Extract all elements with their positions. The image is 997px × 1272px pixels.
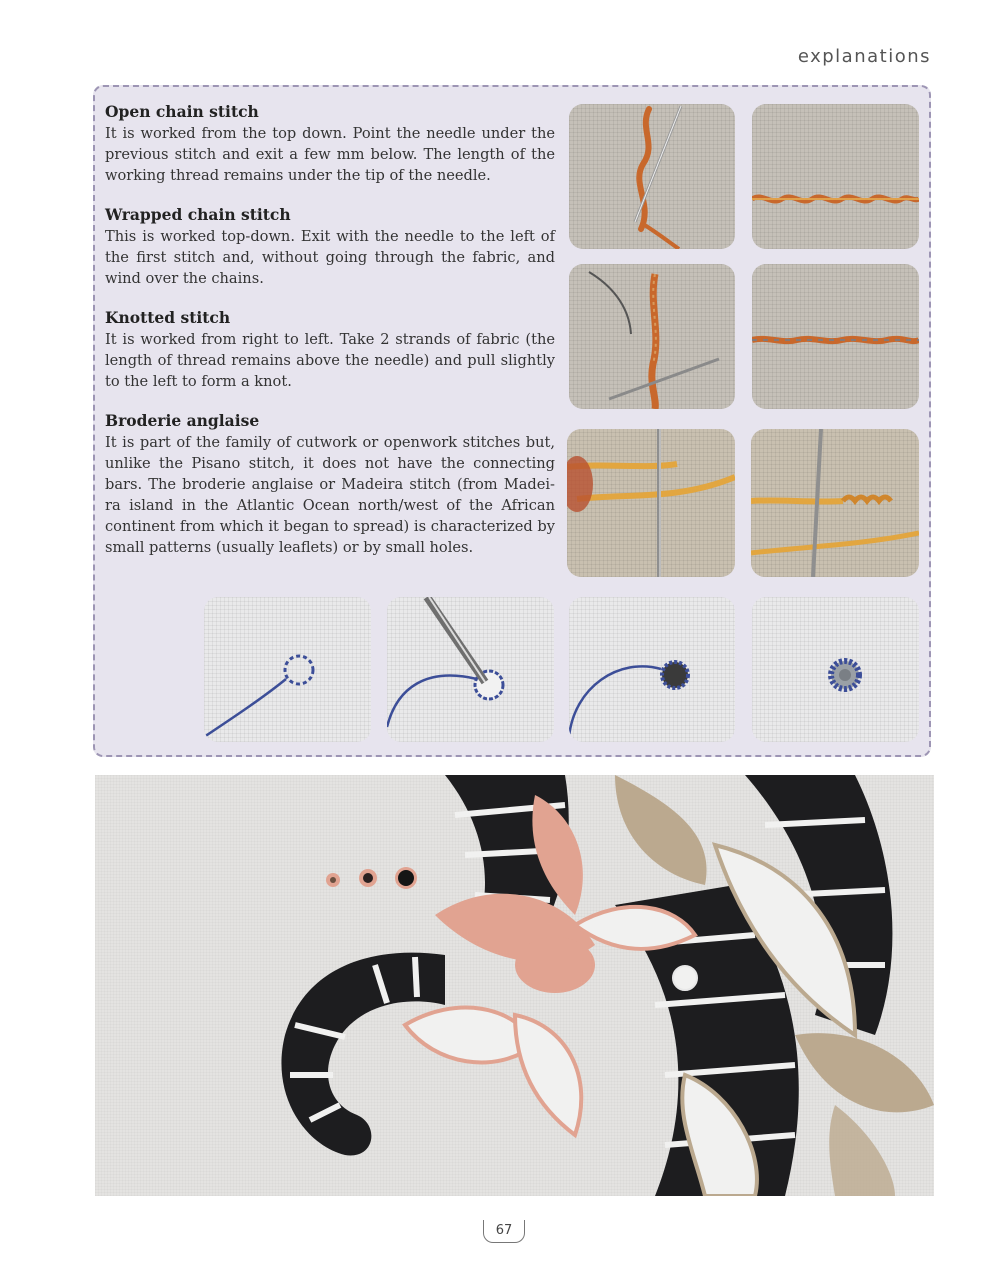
photo-knotted-step bbox=[567, 429, 735, 577]
section-body: It is worked from right to left. Take 2 strands of fabric (the length of thread remains above the needle) and pull slightly to the left to form a knot. bbox=[105, 331, 555, 390]
photo-eyelet-step-1 bbox=[204, 597, 371, 742]
photo-knotted-result bbox=[751, 429, 919, 577]
photo-cutwork-embroidery bbox=[95, 775, 934, 1196]
section-title: Wrapped chain stitch bbox=[105, 205, 291, 224]
photo-open-chain-result bbox=[752, 104, 919, 249]
photo-wrapped-chain-step bbox=[569, 264, 735, 409]
page-number: 67 bbox=[483, 1220, 525, 1243]
section-open-chain-stitch bbox=[105, 102, 555, 186]
section-broderie-anglaise bbox=[105, 411, 555, 558]
section-body: This is worked top-down. Exit with the needle to the left of the first stitch and, without going through the fabric, and wind over the chains. bbox=[105, 228, 555, 287]
section-title: Broderie anglaise bbox=[105, 411, 260, 430]
section-body: It is worked from the top down. Point the needle under the previous stitch and exit a few mm below. The length of the working thread remains under the tip of the needle. bbox=[105, 125, 555, 184]
section-title: Knotted stitch bbox=[105, 308, 231, 327]
photo-eyelet-finished bbox=[752, 597, 919, 742]
photo-open-chain-step bbox=[569, 104, 735, 249]
section-title: Open chain stitch bbox=[105, 102, 259, 121]
photo-wrapped-chain-result bbox=[752, 264, 919, 409]
running-header: explanations bbox=[797, 46, 931, 67]
photo-eyelet-step-3 bbox=[569, 597, 735, 742]
text-column bbox=[105, 102, 555, 577]
section-body: It is part of the family of cutwork or openwork stitches but, unlike the Pisano stitch, it does not have the connecting bars. The broderie anglaise or Madeira stitch (from Madei-ra island in the Atlantic Ocean north/west of the African continent from which it began to spread) is characterized by small patterns (usually leaflets) or by small holes. bbox=[105, 434, 555, 556]
section-knotted-stitch bbox=[105, 308, 555, 392]
photo-eyelet-step-2 bbox=[387, 597, 554, 742]
section-wrapped-chain-stitch bbox=[105, 205, 555, 289]
